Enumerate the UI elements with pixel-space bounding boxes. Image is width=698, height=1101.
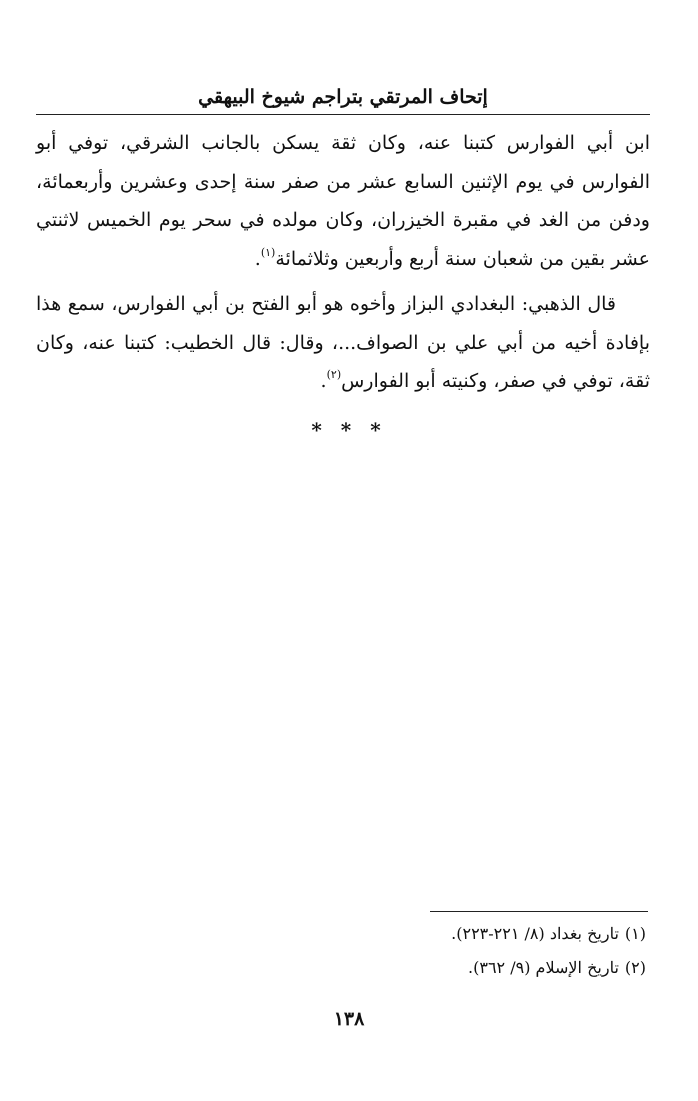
header-rule bbox=[36, 114, 650, 115]
paragraph-2 bbox=[36, 285, 650, 401]
footnote-ref-1[interactable]: (١) bbox=[260, 245, 276, 259]
footnote-2-text: تاريخ الإسلام (٩/ ٣٦٢). bbox=[468, 958, 619, 977]
footnote-1 bbox=[451, 922, 646, 946]
page-number: ١٣٨ bbox=[333, 1008, 365, 1030]
paragraph-2-indent bbox=[616, 293, 650, 315]
footnote-rule bbox=[430, 911, 648, 912]
section-separator: * * * bbox=[311, 418, 387, 442]
footnote-2-number: (٢) bbox=[624, 958, 646, 977]
footnote-ref-2[interactable]: (٢) bbox=[326, 368, 342, 381]
footnote-1-number: (١) bbox=[624, 924, 646, 943]
paragraph-1-text: ابن أبي الفوارس كتبنا عنه، وكان ثقة يسكن بالجانب الشرقي، توفي أبو الفوارس في يوم الإثنين السابع عشر من صفر سنة إحدى وعشرين وأربعمائة، ودفن من الغد في مقبرة الخيزران، وكان مولده في سحر يوم الخميس لاثنتي عشر بقين من شعبان سنة أربع وأربعين وثلاثمائة bbox=[36, 132, 650, 270]
footnote-1-text: تاريخ بغداد (٨/ ٢٢١-٢٢٣). bbox=[451, 924, 619, 943]
footnote-2 bbox=[468, 956, 646, 980]
paragraph-2-text: قال الذهبي: البغدادي البزاز وأخوه هو أبو الفتح بن أبي الفوارس، سمع هذا بإفادة أخيه من أبي علي بن الصواف...، وقال: قال الخطيب: كتبنا عنه، وكان ثقة، توفي في صفر، وكنيته أبو الفوارس bbox=[36, 293, 650, 392]
paragraph-1 bbox=[36, 124, 650, 278]
paragraph-1-end: . bbox=[254, 247, 261, 270]
paragraph-2-end: . bbox=[320, 370, 327, 392]
running-header: إتحاف المرتقي بتراجم شيوخ البيهقي bbox=[198, 86, 488, 108]
